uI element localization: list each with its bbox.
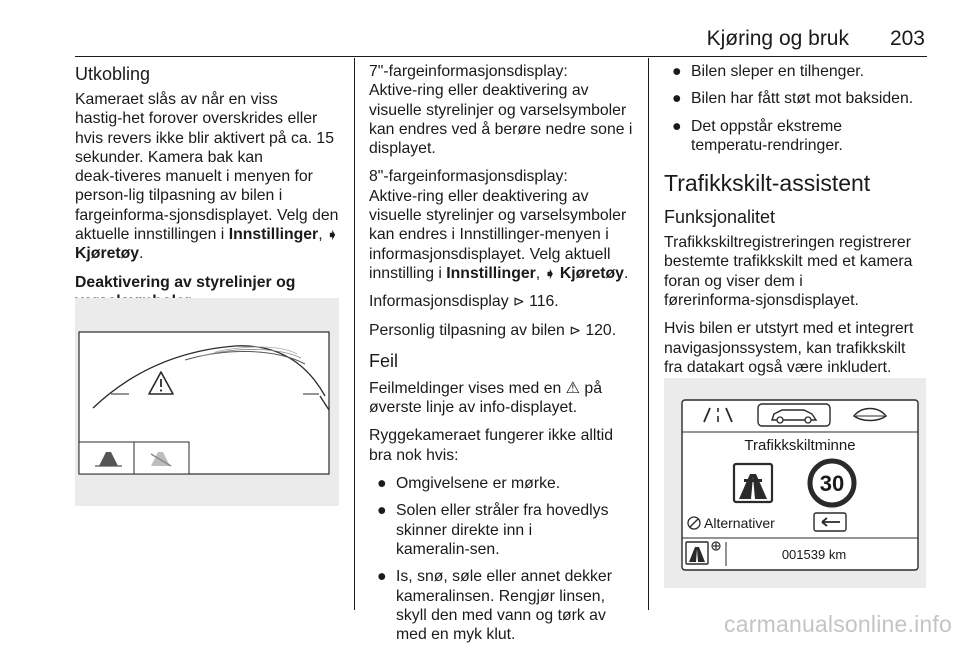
traffic-sign-display-figure xyxy=(664,378,926,588)
list-item: ● Solen eller stråler fra hovedlys skinner direkte inn i kameralin‑sen. xyxy=(377,502,609,558)
paragraph-8inch: 8"-fargeinformasjonsdisplay: Aktive‑ring eller deaktivering av visuelle styrelinjer og varselsymboler kan endres i Innstillinger-menyen i informasjonsdisplayet. Velg aktuell innstilling i Innstillinger, ➧ Kjøretøy. xyxy=(369,168,629,282)
paragraph-navigasjon: Hvis bilen er utstyrt med et integrert navigasjonssystem, kan trafikkskilt fra datakart også være inkludert. xyxy=(664,320,914,376)
subheading-deaktivering: Deaktivering av styrelinjer og xyxy=(75,273,296,291)
paragraph-utkobling: Kameraet slås av når en viss hastig‑het forover overskrides eller hvis revers ikke blir aktivert på ca. 15 sekunder. Kamera bak kan deak‑tiveres manuelt i menyen for person‑lig tilpasning av bilen i fargeinforma‑sjonsdisplayet. Velg den aktuelle innstillingen i Innstillinger, ➧ Kjøretøy. xyxy=(75,91,339,263)
arrow-icon: ➧ xyxy=(544,265,556,281)
paragraph-registrering: Trafikkskiltregistreringen registrerer bestemte trafikkskilt med et kamera foran og viser dem i førerinforma‑sjonsdisplayet. xyxy=(664,234,913,310)
list-item: ● Det oppstår ekstreme temperatu‑rendringer. xyxy=(672,117,843,154)
heading-utkobling: Utkobling xyxy=(75,64,151,84)
heading-feil: Feil xyxy=(369,350,399,371)
paragraph-7inch: 7"-fargeinformasjonsdisplay: Aktive‑ring eller deaktivering av visuelle styrelinjer og varselsymboler kan endres ved å berøre nedre sone i displayet. xyxy=(369,63,633,158)
bullet-list-conditions-cont xyxy=(664,62,928,155)
reference-informasjonsdisplay: Informasjonsdisplay ⊳ 116. xyxy=(369,293,559,311)
back-arrow-icon xyxy=(814,513,846,531)
header-rule xyxy=(75,56,927,57)
paragraph-feilmeldinger: Feilmeldinger vises med en ⚠ på øverste linje av info-displayet. xyxy=(369,379,602,417)
options-label: Alternativer xyxy=(704,515,775,531)
subheading-funksjonalitet: Funksjonalitet xyxy=(664,207,776,228)
rear-camera-display-figure xyxy=(75,298,339,506)
section-title: Kjøring og bruk xyxy=(706,27,849,50)
watermark: carmanualsonline.info xyxy=(724,611,952,637)
column-2 xyxy=(369,62,639,653)
list-item: ● Bilen har fått støt mot baksiden. xyxy=(672,90,914,108)
page-header xyxy=(75,25,927,53)
paragraph-ryggekamera: Ryggekameraet fungerer ikke alltid bra nok hvis: xyxy=(369,427,614,464)
column-divider-1 xyxy=(354,58,355,610)
column-divider-2 xyxy=(648,58,649,610)
page-reference-icon: ⊳ xyxy=(513,293,525,310)
list-item: ● Is, snø, søle eller annet dekker kameralinsen. Rengjør linsen, skyll den med vann og tørk av med en myk klut. xyxy=(377,568,612,644)
column-1 xyxy=(75,62,343,319)
reference-personlig-tilpasning: Personlig tilpasning av bilen ⊳ 120. xyxy=(369,321,617,339)
speed-limit-value: 30 xyxy=(819,471,845,496)
arrow-icon: ➧ xyxy=(327,227,338,243)
column-3 xyxy=(664,62,928,386)
motorway-sign-icon xyxy=(734,464,772,502)
page-reference-icon: ⊳ xyxy=(569,321,581,338)
list-item: ● Omgivelsene er mørke. xyxy=(377,475,561,493)
display-title: Trafikkskiltminne xyxy=(744,437,856,454)
page-number: 203 xyxy=(889,27,925,50)
warning-icon: ⚠ xyxy=(565,379,581,397)
navigation-data-icon xyxy=(712,542,720,550)
list-item: ● Bilen sleper en tilhenger. xyxy=(672,63,865,80)
bullet-list-conditions xyxy=(369,474,639,644)
heading-trafikkskilt-assistent: Trafikkskilt-assistent xyxy=(664,170,871,197)
speed-limit-sign-icon xyxy=(810,461,854,505)
motorway-small-icon xyxy=(686,542,708,564)
odometer-value: 001539 km xyxy=(781,547,847,562)
